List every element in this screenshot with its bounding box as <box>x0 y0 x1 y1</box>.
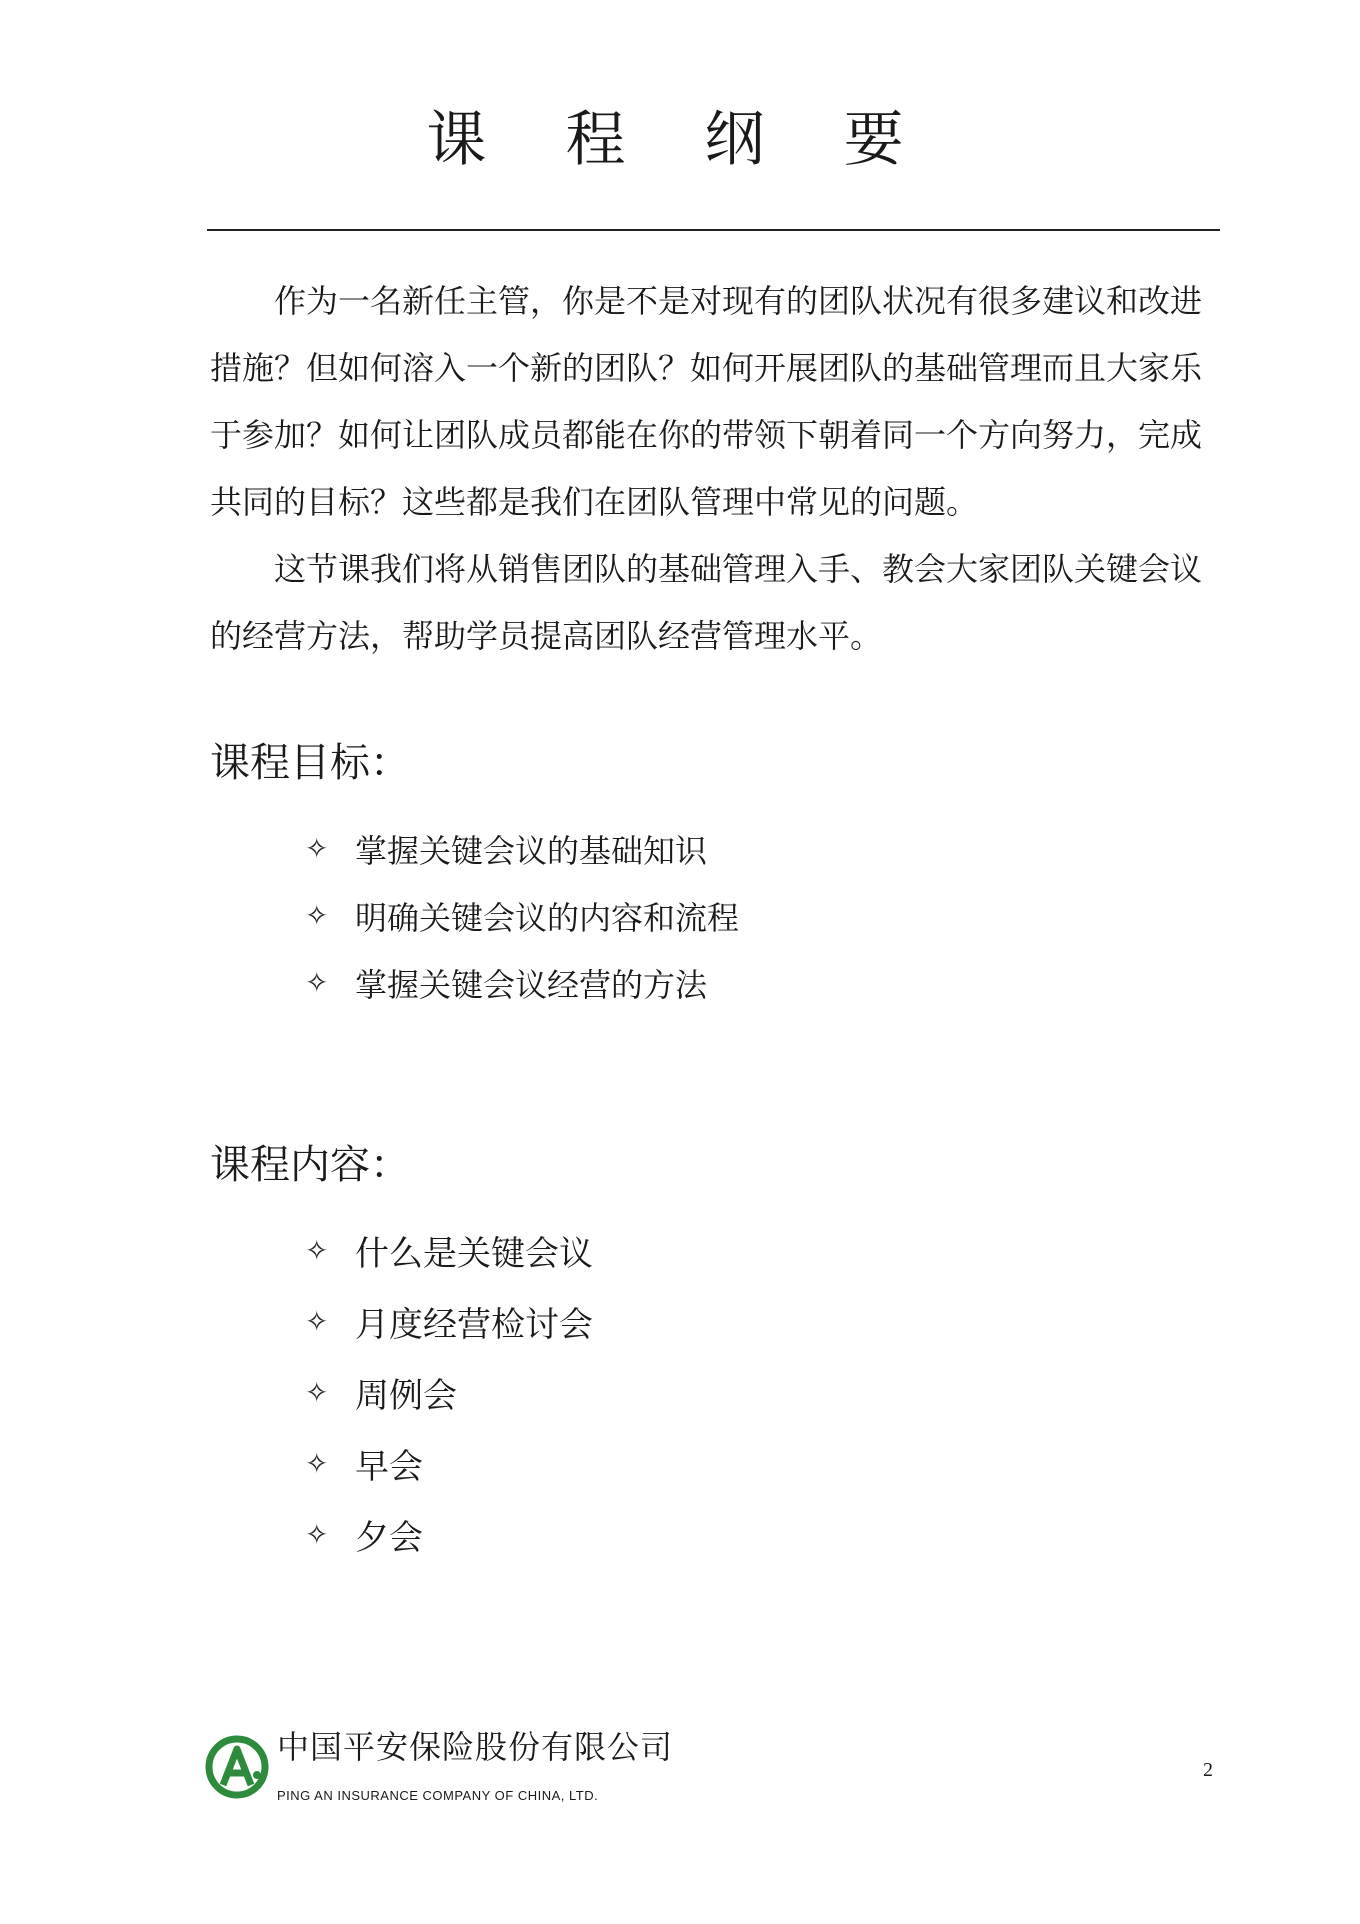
intro-paragraph-2: 这节课我们将从销售团队的基础管理入手、教会大家团队关键会议的经营方法，帮助学员提高团队经营管理水平。 <box>210 550 1203 655</box>
ping-an-logo-icon <box>205 1735 269 1799</box>
four-point-star-icon: ✧ <box>305 966 329 999</box>
content-item-label: 什么是关键会议 <box>355 1234 593 1274</box>
list-item <box>305 1357 593 1428</box>
page-number: 2 <box>1203 1759 1213 1781</box>
list-item <box>305 815 739 882</box>
goals-heading: 课程目标： <box>210 740 410 786</box>
four-point-star-icon: ✧ <box>305 832 329 865</box>
goal-item-label: 掌握关键会议经营的方法 <box>355 965 708 1004</box>
list-item <box>305 882 739 949</box>
list-item <box>305 1286 593 1357</box>
four-point-star-icon: ✧ <box>305 1234 329 1267</box>
intro-section <box>210 268 1220 670</box>
page-footer <box>205 1725 1225 1815</box>
list-item <box>305 949 739 1016</box>
four-point-star-icon: ✧ <box>305 1376 329 1409</box>
four-point-star-icon: ✧ <box>305 1305 329 1338</box>
goals-list <box>305 815 739 1016</box>
four-point-star-icon: ✧ <box>305 1518 329 1551</box>
list-item <box>305 1499 593 1570</box>
four-point-star-icon: ✧ <box>305 1447 329 1480</box>
intro-paragraph-1: 作为一名新任主管，你是不是对现有的团队状况有很多建议和改进措施？但如何溶入一个新的团队？如何开展团队的基础管理而且大家乐于参加？如何让团队成员都能在你的带领下朝着同一个方向努力，完成共同的目标？这些都是我们在团队管理中常见的问题。 <box>210 282 1203 521</box>
list-item <box>305 1215 593 1286</box>
content-item-label: 夕会 <box>355 1518 423 1558</box>
content-item-label: 月度经营检讨会 <box>355 1305 593 1345</box>
goal-item-label: 掌握关键会议的基础知识 <box>355 831 708 870</box>
page-title: 课 程 纲 要 <box>426 105 934 175</box>
company-name-en: PING AN INSURANCE COMPANY OF CHINA, LTD. <box>277 1788 599 1803</box>
goal-item-label: 明确关键会议的内容和流程 <box>355 898 740 937</box>
title-divider <box>207 229 1220 231</box>
content-list <box>305 1215 593 1570</box>
company-name-cn: 中国平安保险股份有限公司 <box>277 1728 674 1766</box>
content-item-label: 周例会 <box>355 1376 457 1416</box>
list-item <box>305 1428 593 1499</box>
content-heading: 课程内容： <box>210 1142 410 1188</box>
content-item-label: 早会 <box>355 1447 423 1487</box>
four-point-star-icon: ✧ <box>305 899 329 932</box>
